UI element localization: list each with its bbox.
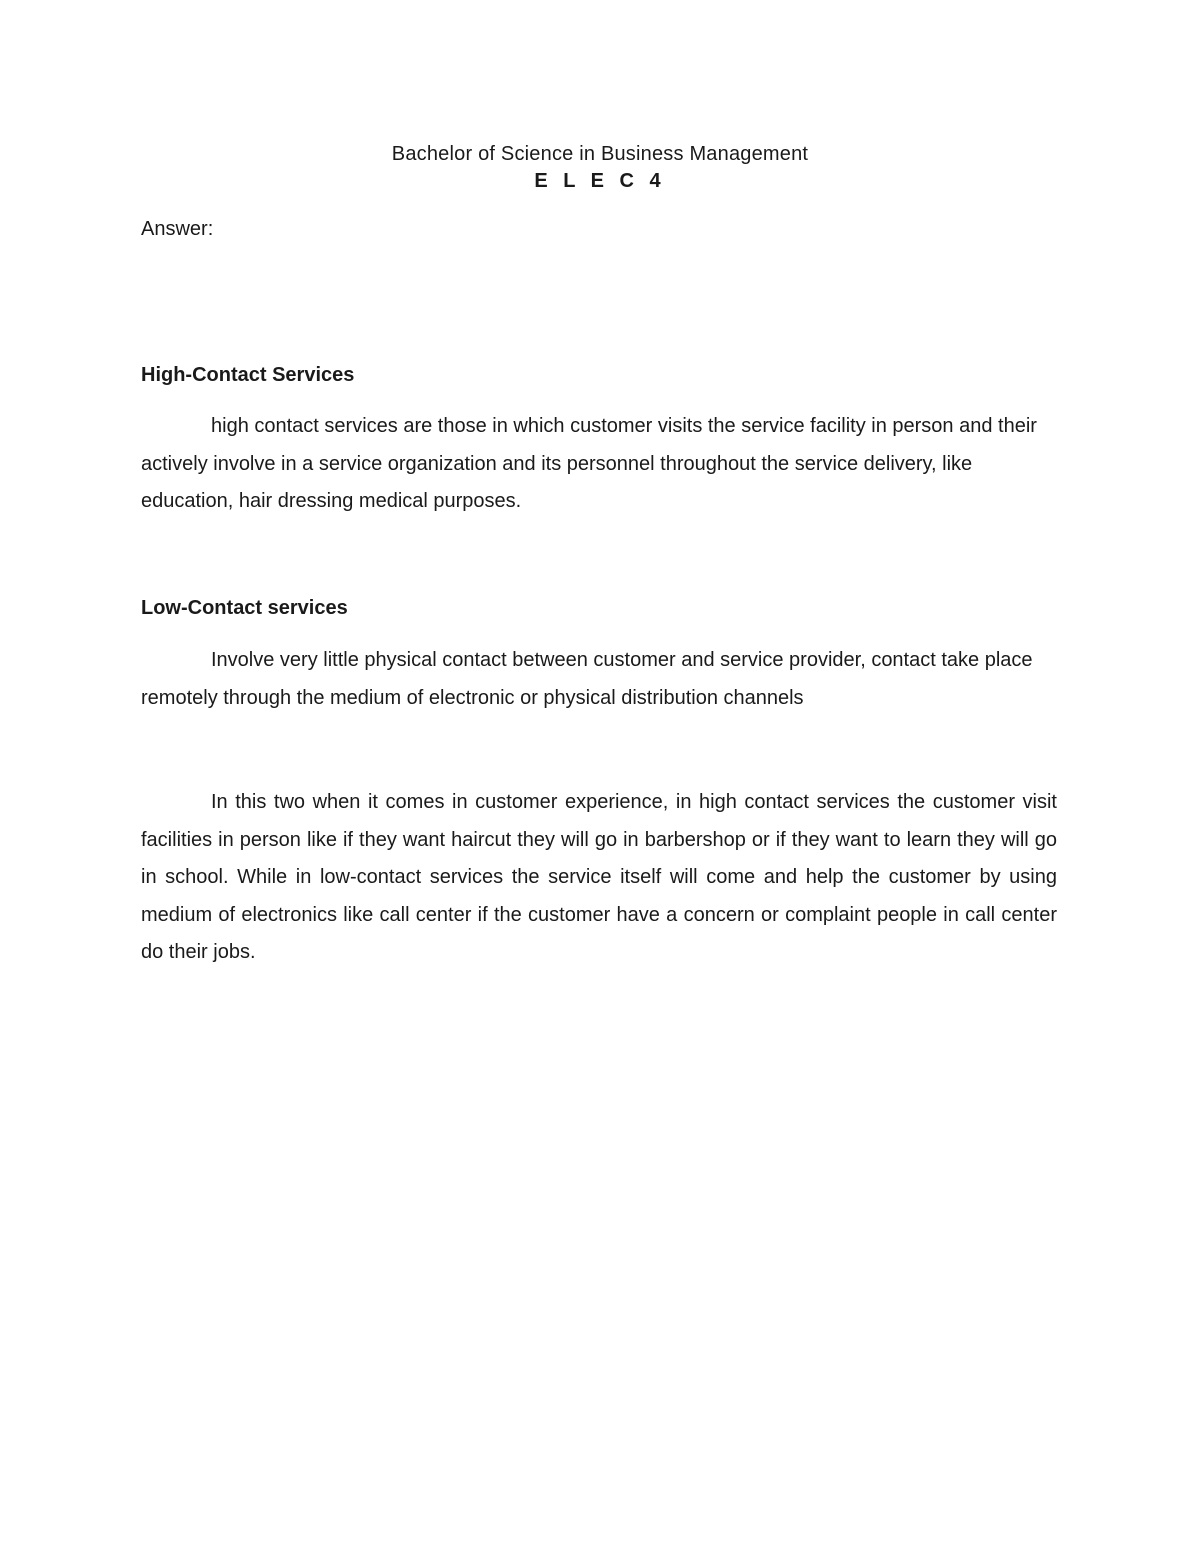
document-title: Bachelor of Science in Business Management <box>391 143 809 165</box>
paragraph-comparison: In this two when it comes in customer experience, in high contact services the customer visit facilities in person like if they want haircut they will go in barbershop or if they want to learn they will go in school. While in low-contact services the service itself will come and help the customer by using medium of electronics like call center if the customer have a concern or complaint people in call center do their jobs. <box>141 791 1057 963</box>
paragraph-high-contact: high contact services are those in which customer visits the service facility in person and their actively involve in a service organization and its personnel throughout the service delivery, like education, hair dressing medical purposes. <box>141 415 1037 512</box>
course-code: E L E C 4 <box>534 170 666 192</box>
section-heading-low-contact: Low-Contact services <box>141 597 348 619</box>
answer-label: Answer: <box>141 218 214 240</box>
paragraph-low-contact: Involve very little physical contact between customer and service provider, contact take place remotely through the medium of electronic or physical distribution channels <box>141 649 1033 709</box>
section-heading-high-contact: High-Contact Services <box>141 364 355 386</box>
